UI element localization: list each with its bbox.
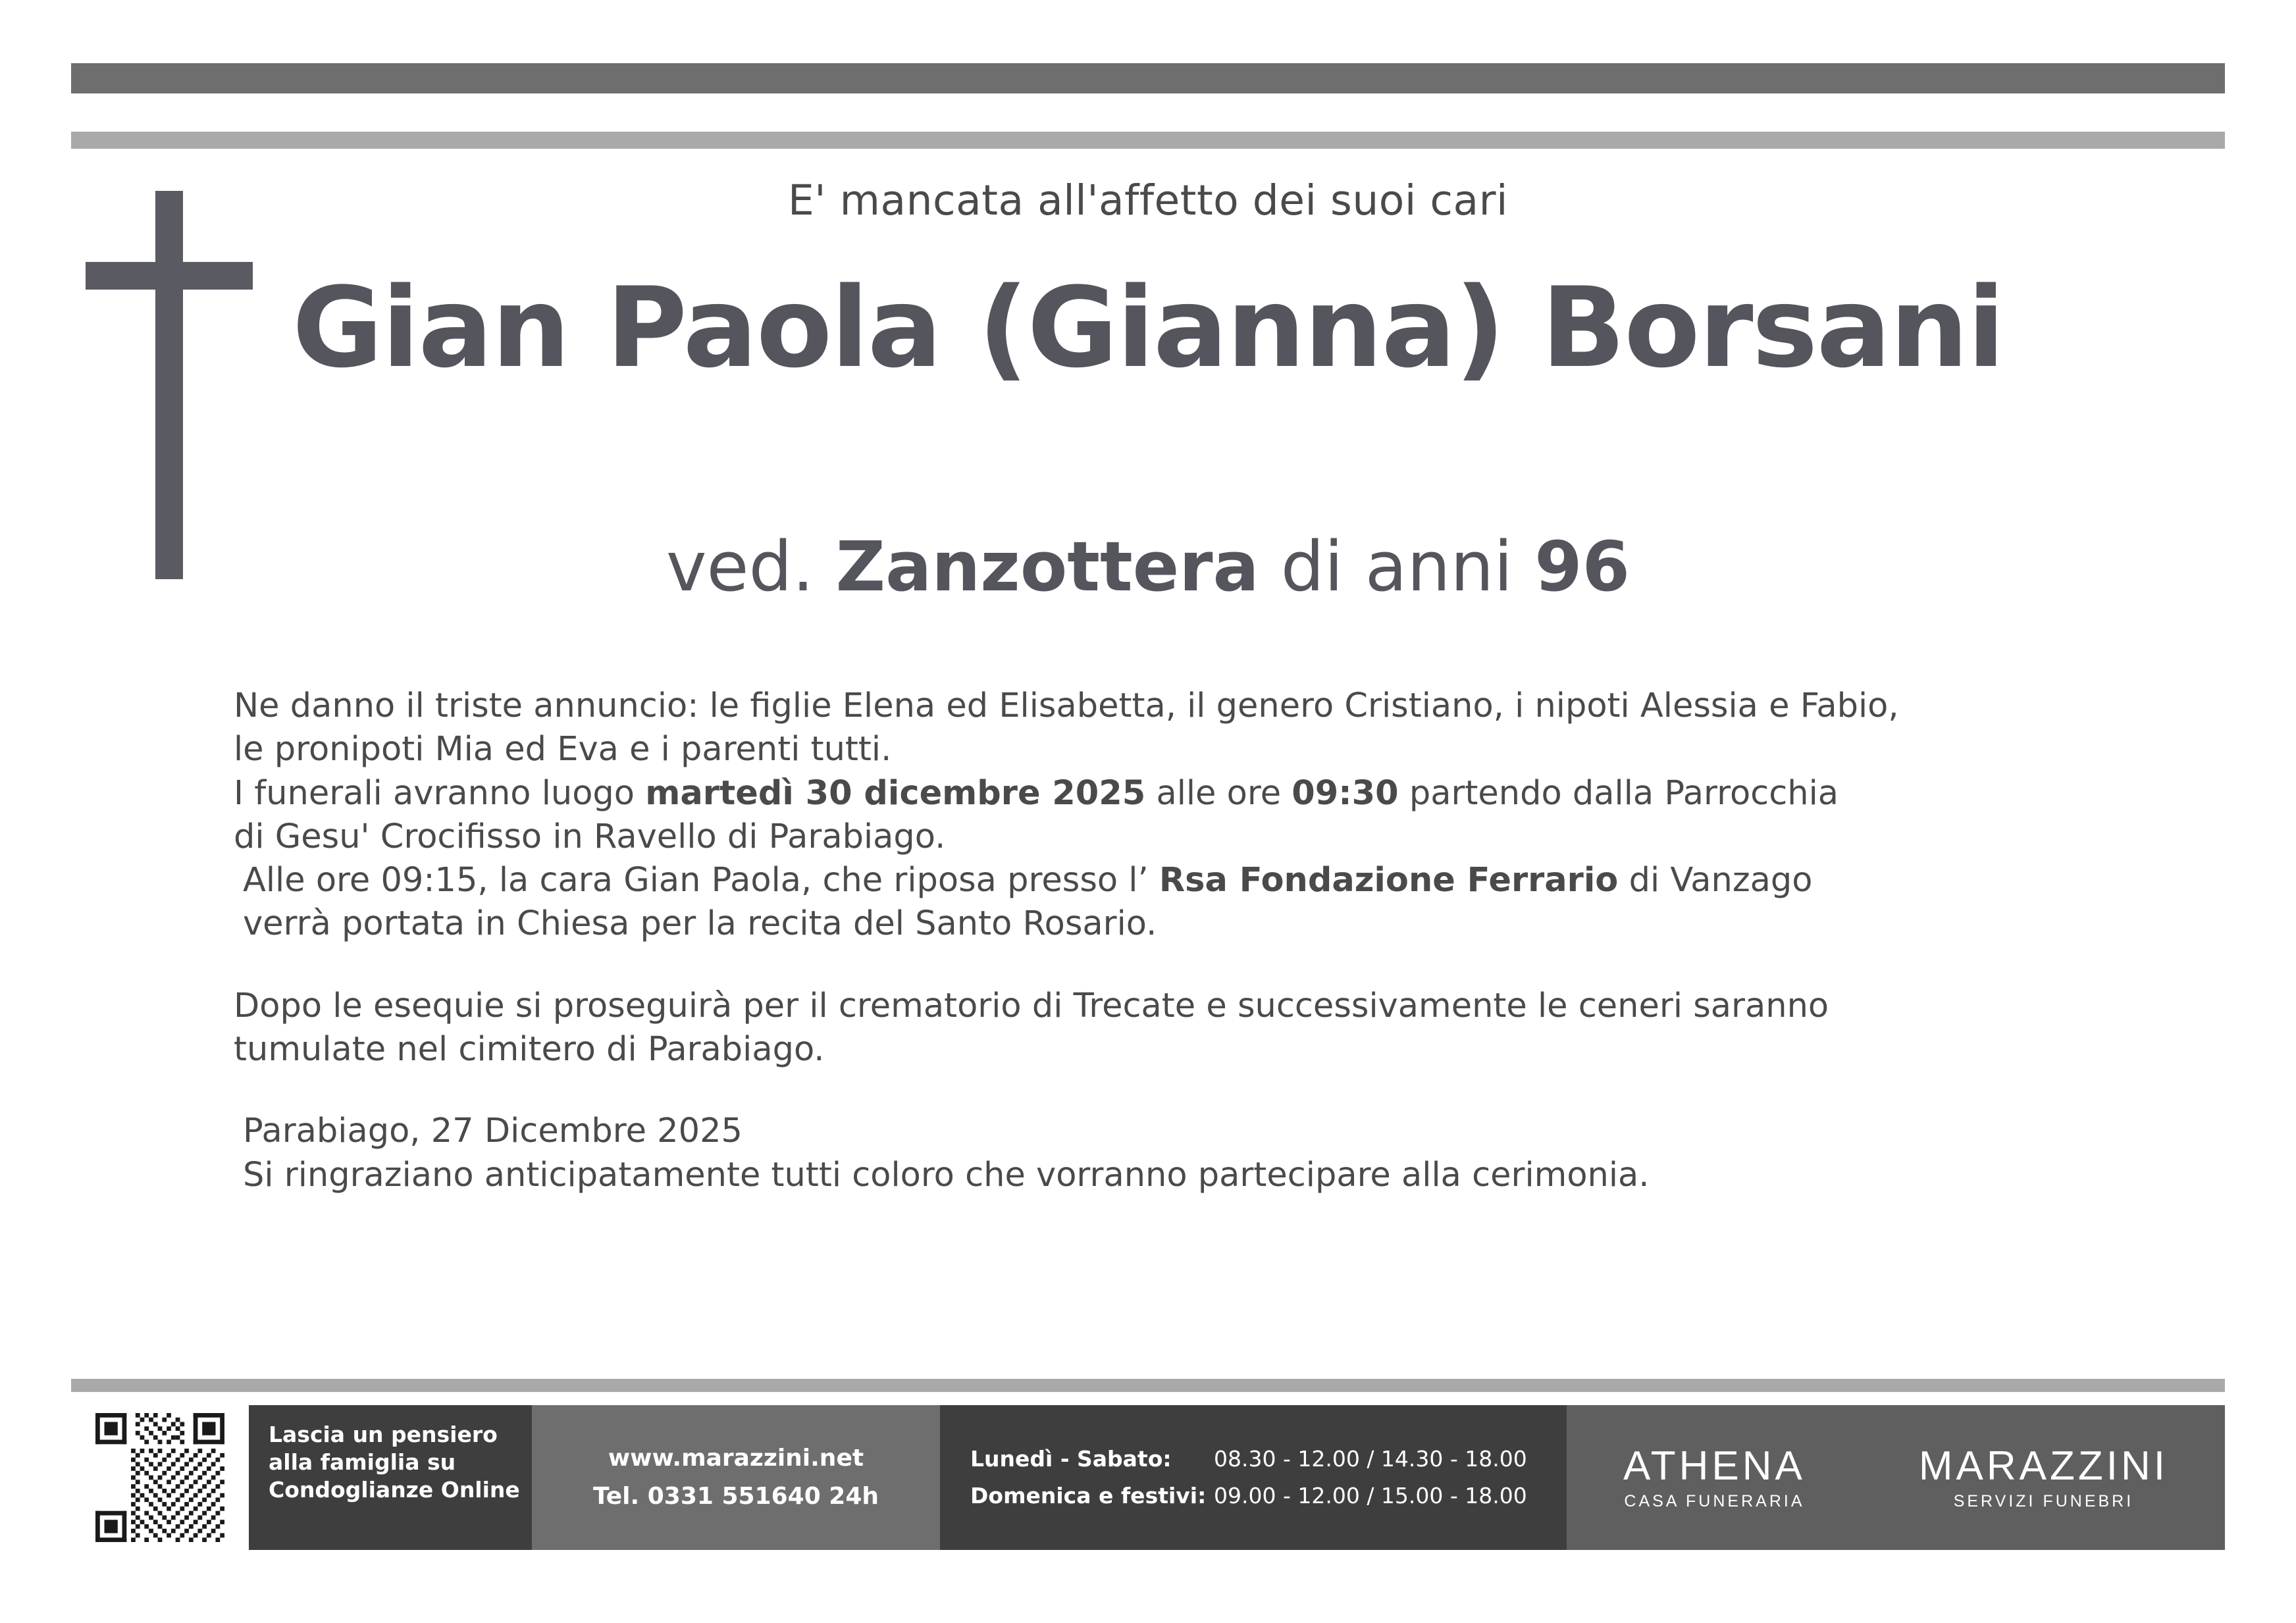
condolences-block[interactable]: Lascia un pensiero alla famiglia su Condoglianze Online: [249, 1405, 532, 1550]
funeral-time-prefix: alle ore: [1145, 773, 1292, 813]
top-dark-rule: [71, 63, 2225, 93]
body-line-5: [234, 859, 2178, 902]
hours-label: Domenica e festivi:: [970, 1483, 1207, 1508]
brand-athena-name: ATHENA: [1623, 1443, 1806, 1489]
body-line-3: [234, 772, 2178, 815]
place-date: Parabiago, 27 Dicembre 2025: [243, 1112, 743, 1151]
thanks-line: Si ringraziano anticipatamente tutti coloro che vorranno partecipare alla cerimonia.: [243, 1155, 1650, 1195]
deceased-subtitle: [0, 527, 2296, 607]
lead-text: E' mancata all'affetto dei suoi cari: [787, 176, 1508, 224]
body-line-4: di Gesu' Crocifisso in Ravello di Parabiago.: [234, 817, 946, 856]
hours-value: 08.30 - 12.00 / 14.30 - 18.00: [1214, 1445, 1527, 1472]
hours-row: [970, 1478, 1567, 1514]
announcement-body: [234, 684, 2178, 1197]
hours-row: [970, 1441, 1567, 1478]
subname-prefix: ved.: [666, 527, 836, 607]
brand-marazzini-tagline: SERVIZI FUNEBRI: [1953, 1491, 2134, 1510]
qr-code-block: [71, 1405, 249, 1550]
brand-marazzini: [1918, 1443, 2168, 1510]
deceased-name: Gian Paola (Gianna) Borsani: [292, 263, 2004, 392]
deceased-age: 96: [1534, 527, 1630, 607]
contact-block: [532, 1405, 940, 1550]
footer: [71, 1405, 2225, 1550]
body-line-7: Dopo le esequie si proseguirà per il crematorio di Trecate e successivamente le ceneri saranno: [234, 986, 1829, 1025]
body-line-2: le pronipoti Mia ed Eva e i parenti tutti.: [234, 730, 892, 769]
body-line-1: Ne danno il triste annuncio: le figlie Elena ed Elisabetta, il genero Cristiano, i nipoti Alessia e Fabio,: [234, 686, 1899, 725]
rest-place-city: di Vanzago: [1618, 861, 1813, 900]
funeral-suffix: partendo dalla Parrocchia: [1398, 773, 1839, 813]
body-spacer: [234, 946, 2178, 985]
opening-hours-block: [940, 1405, 1567, 1550]
rest-place: Rsa Fondazione Ferrario: [1159, 861, 1619, 900]
body-line-8: tumulate nel cimitero di Parabiago.: [234, 1030, 825, 1069]
subname-middle: di anni: [1259, 527, 1535, 607]
brands-block: [1567, 1405, 2225, 1550]
brand-athena-tagline: CASA FUNERARIA: [1624, 1491, 1805, 1510]
phone-number[interactable]: Tel. 0331 551640 24h: [592, 1483, 879, 1510]
hours-label: Lunedì - Sabato:: [970, 1445, 1172, 1472]
body-spacer-2: [234, 1071, 2178, 1110]
rosary-prefix: Alle ore 09:15, la cara Gian Paola, che riposa presso l’: [243, 861, 1159, 900]
brand-athena: [1623, 1443, 1806, 1510]
funeral-prefix: I funerali avranno luogo: [234, 773, 646, 813]
subname-surname: Zanzottera: [835, 527, 1259, 607]
funeral-date: martedì 30 dicembre 2025: [645, 773, 1146, 813]
qr-code-icon: [95, 1413, 224, 1542]
website-link[interactable]: www.marazzini.net: [608, 1445, 864, 1472]
hours-value: 09.00 - 12.00 / 15.00 - 18.00: [1214, 1483, 1527, 1508]
brand-marazzini-name: MARAZZINI: [1918, 1443, 2168, 1489]
top-light-rule: [71, 132, 2225, 149]
funeral-time: 09:30: [1292, 773, 1399, 813]
body-line-6: verrà portata in Chiesa per la recita del Santo Rosario.: [243, 904, 1157, 944]
bottom-light-rule: [71, 1379, 2225, 1392]
